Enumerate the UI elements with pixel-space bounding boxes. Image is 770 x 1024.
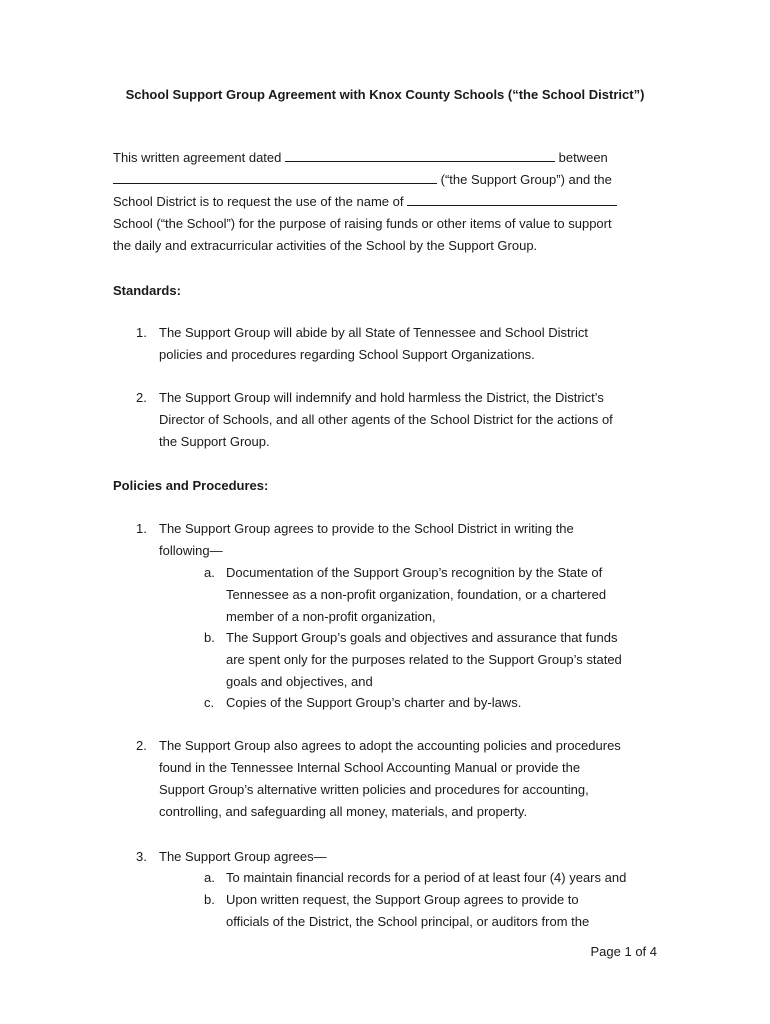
standards-heading: Standards: <box>113 283 181 298</box>
intro-paragraph <box>113 147 658 257</box>
policies-item-2 <box>136 735 658 823</box>
policies-item-1 <box>136 518 658 562</box>
item-number: 1. <box>136 521 147 536</box>
policies-item-1-sub-a <box>204 562 664 628</box>
item-number: 3. <box>136 849 147 864</box>
intro-text: School District is to request the use of the name of <box>113 194 404 209</box>
item-line: The Support Group agrees to provide to the School District in writing the <box>159 521 574 536</box>
sub-item-letter: c. <box>204 695 215 710</box>
item-line: the Support Group. <box>159 434 270 449</box>
sub-item-line: goals and objectives, and <box>226 674 373 689</box>
sub-item-line: Upon written request, the Support Group agrees to provide to <box>226 892 579 907</box>
intro-line: the daily and extracurricular activities of the School by the Support Group. <box>113 238 538 253</box>
intro-line <box>113 147 658 169</box>
item-line: found in the Tennessee Internal School Accounting Manual or provide the <box>159 760 581 775</box>
policies-item-3-sub-a <box>204 867 664 889</box>
item-line: policies and procedures regarding School Support Organizations. <box>159 347 535 362</box>
date-blank-field[interactable] <box>285 147 555 162</box>
item-number: 1. <box>136 325 147 340</box>
standards-item-2 <box>136 387 658 453</box>
sub-item-letter: a. <box>204 870 215 885</box>
policies-item-1-sub-c <box>204 692 664 714</box>
item-line: The Support Group also agrees to adopt the accounting policies and procedures <box>159 738 621 753</box>
intro-text: between <box>558 150 608 165</box>
item-line: Support Group’s alternative written policies and procedures for accounting, <box>159 782 589 797</box>
sub-item-line: To maintain financial records for a period of at least four (4) years and <box>226 870 627 885</box>
sub-item-letter: b. <box>204 892 215 907</box>
policies-item-3 <box>136 846 658 868</box>
item-line: The Support Group will abide by all State of Tennessee and School District <box>159 325 588 340</box>
item-line: Director of Schools, and all other agents of the School District for the actions of <box>159 412 613 427</box>
sub-item-line: The Support Group’s goals and objectives and assurance that funds <box>226 630 618 645</box>
intro-line <box>113 191 658 213</box>
item-line: controlling, and safeguarding all money, materials, and property. <box>159 804 528 819</box>
sub-item-line: member of a non-profit organization, <box>226 609 436 624</box>
sub-item-letter: a. <box>204 565 215 580</box>
item-number: 2. <box>136 738 147 753</box>
item-line: following— <box>159 543 223 558</box>
intro-line <box>113 169 658 191</box>
item-number: 2. <box>136 390 147 405</box>
item-line: The Support Group will indemnify and hold harmless the District, the District’s <box>159 390 604 405</box>
intro-line: School (“the School”) for the purpose of raising funds or other items of value to support <box>113 216 612 231</box>
page-number: Page 1 of 4 <box>590 944 657 959</box>
sub-item-line: are spent only for the purposes related to the Support Group’s stated <box>226 652 622 667</box>
policies-item-1-sub-b <box>204 627 664 693</box>
sub-item-line: Copies of the Support Group’s charter and by-laws. <box>226 695 522 710</box>
sub-item-letter: b. <box>204 630 215 645</box>
sub-item-line: Documentation of the Support Group’s recognition by the State of <box>226 565 603 580</box>
sub-item-line: officials of the District, the School principal, or auditors from the <box>226 914 590 929</box>
support-group-name-blank-field[interactable] <box>113 169 437 184</box>
document-title: School Support Group Agreement with Knox County Schools (“the School District”) <box>125 87 645 102</box>
sub-item-line: Tennessee as a non-profit organization, foundation, or a chartered <box>226 587 607 602</box>
intro-text: This written agreement dated <box>113 150 282 165</box>
policies-heading: Policies and Procedures: <box>113 478 269 493</box>
intro-text: (“the Support Group”) and the <box>440 172 612 187</box>
standards-item-1 <box>136 322 658 366</box>
policies-item-3-sub-b <box>204 889 664 933</box>
school-name-blank-field[interactable] <box>407 191 617 206</box>
item-line: The Support Group agrees— <box>159 849 327 864</box>
